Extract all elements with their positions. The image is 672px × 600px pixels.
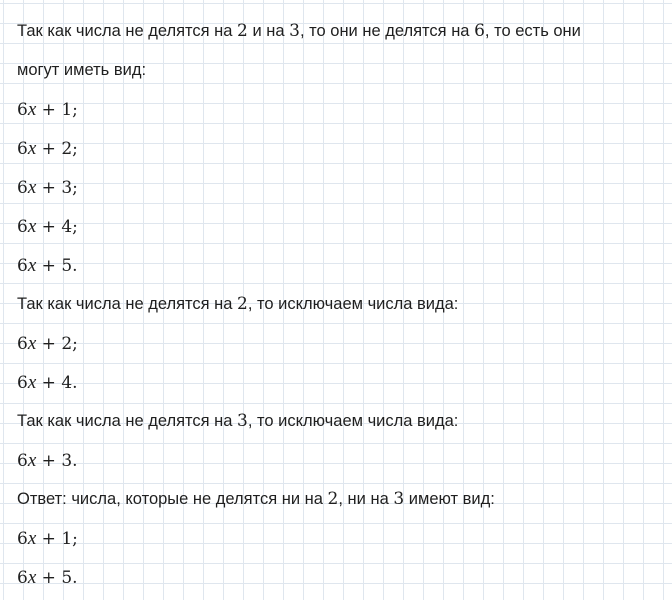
text-segment: , то есть они xyxy=(484,22,581,40)
math-segment: + 4. xyxy=(36,373,78,393)
math-variable: x xyxy=(27,567,37,588)
math-expression-line xyxy=(17,558,662,597)
math-segment: 2 xyxy=(327,489,339,509)
math-variable: x xyxy=(27,255,37,276)
math-segment: 6 xyxy=(17,256,28,276)
math-segment: + 5. xyxy=(36,568,78,588)
math-segment: + 1; xyxy=(36,100,78,120)
math-expression-line xyxy=(17,168,662,207)
math-segment: 6 xyxy=(17,100,28,120)
text-segment: , ни на xyxy=(338,490,394,508)
math-expression-line xyxy=(17,363,662,402)
math-expression-line xyxy=(17,207,662,246)
text-segment: могут иметь вид: xyxy=(17,61,147,79)
math-segment: 6 xyxy=(17,178,28,198)
math-variable: x xyxy=(27,216,37,237)
text-segment: Так как числа не делятся на xyxy=(17,295,238,313)
text-segment: Ответ: числа, которые не делятся ни на xyxy=(17,490,328,508)
text-segment: имеют вид: xyxy=(404,490,495,508)
text-line xyxy=(17,12,662,51)
math-variable: x xyxy=(27,177,37,198)
text-line xyxy=(17,285,662,324)
math-expression-line xyxy=(17,324,662,363)
text-segment: и на xyxy=(247,22,290,40)
math-variable: x xyxy=(27,450,37,471)
text-line xyxy=(17,51,662,90)
math-expression-line xyxy=(17,519,662,558)
math-variable: x xyxy=(27,333,37,354)
text-segment: , то они не делятся на xyxy=(299,22,475,40)
math-segment: + 3. xyxy=(36,451,78,471)
math-segment: 6 xyxy=(17,334,28,354)
math-variable: x xyxy=(27,528,37,549)
math-segment: 6 xyxy=(17,451,28,471)
text-segment: Так как числа не делятся на xyxy=(17,412,238,430)
math-segment: 6 xyxy=(17,529,28,549)
math-segment: 6 xyxy=(17,139,28,159)
math-segment: 6 xyxy=(474,21,485,41)
math-segment: 6 xyxy=(17,217,28,237)
math-expression-line xyxy=(17,129,662,168)
text-line xyxy=(17,402,662,441)
math-segment: + 4; xyxy=(36,217,78,237)
math-segment: + 3; xyxy=(36,178,78,198)
math-expression-line xyxy=(17,246,662,285)
math-segment: 6 xyxy=(17,373,28,393)
math-segment: 6 xyxy=(17,568,28,588)
math-segment: 2 xyxy=(237,21,248,41)
math-expression-line xyxy=(17,441,662,480)
math-variable: x xyxy=(27,99,37,120)
math-segment: + 1; xyxy=(36,529,78,549)
math-variable: x xyxy=(27,372,37,393)
math-segment: 2 xyxy=(237,294,248,314)
solution-text xyxy=(17,0,662,597)
text-segment: , то исключаем числа вида: xyxy=(247,295,459,313)
text-line xyxy=(17,480,662,519)
math-segment: + 2; xyxy=(36,334,78,354)
math-expression-line xyxy=(17,90,662,129)
text-segment: , то исключаем числа вида: xyxy=(247,412,459,430)
text-segment: Так как числа не делятся на xyxy=(17,22,238,40)
math-segment: 3 xyxy=(237,411,248,431)
math-variable: x xyxy=(27,138,37,159)
math-segment: 3 xyxy=(289,21,300,41)
math-segment: 3 xyxy=(393,489,405,509)
math-segment: + 2; xyxy=(36,139,78,159)
math-segment: + 5. xyxy=(36,256,78,276)
